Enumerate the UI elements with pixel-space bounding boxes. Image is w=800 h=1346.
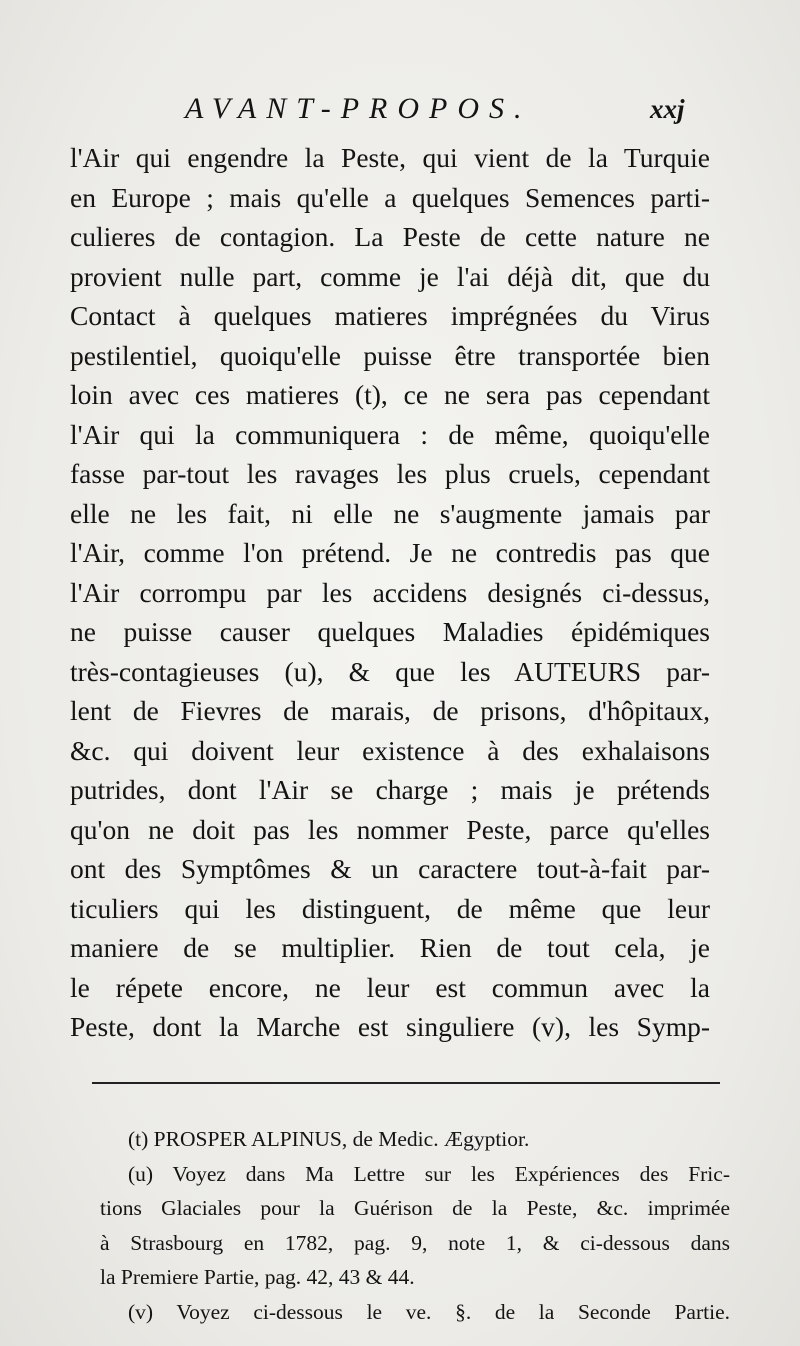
body-text [70, 138, 710, 1047]
body-line: l'Air, comme l'on prétend. Je ne contredis pas que [70, 537, 710, 568]
body-line: l'Air corrompu par les accidens designés ci-dessus, [70, 576, 710, 608]
body-line: le répete encore, ne leur est commun avec la [70, 971, 710, 1003]
body-line: Contact à quelques matieres imprégnées du Virus [70, 300, 710, 331]
body-line: culieres de contagion. La Peste de cette nature ne [70, 221, 710, 252]
footnotes [100, 1122, 730, 1329]
body-line: qu'on ne doit pas les nommer Peste, parce qu'elles [70, 813, 710, 845]
body-line: Peste, dont la Marche est singuliere (v), les Symp- [70, 1011, 710, 1042]
footnote-line: la Premiere Partie, pag. 42, 43 & 44. [100, 1265, 415, 1289]
body-line: l'Air qui engendre la Peste, qui vient de la Turquie [70, 142, 710, 173]
footnote-line: tions Glaciales pour la Guérison de la Peste, &c. imprimée [100, 1196, 730, 1220]
body-line: très-contagieuses (u), & que les AUTEURS par- [70, 655, 710, 687]
body-line: ont des Symptômes & un caractere tout-à-fait par- [70, 853, 710, 884]
body-line: ticuliers qui les distinguent, de même que leur [70, 892, 710, 924]
footnote-line: (u) Voyez dans Ma Lettre sur les Expériences des Fric- [128, 1161, 730, 1186]
footnote-divider [92, 1082, 720, 1084]
body-line: l'Air qui la communiquera : de même, quoiqu'elle [70, 418, 710, 450]
body-line: maniere de se multiplier. Rien de tout cela, je [70, 932, 710, 963]
body-line: pestilentiel, quoiqu'elle puisse être transportée bien [70, 339, 710, 371]
running-head: AVANT-PROPOS. [185, 92, 532, 125]
body-line: &c. qui doivent leur existence à des exhalaisons [70, 734, 710, 766]
footnote-line: (t) PROSPER ALPINUS, de Medic. Ægyptior. [128, 1127, 530, 1151]
footnote-line: (v) Voyez ci-dessous le ve. §. de la Seconde Partie. [128, 1299, 730, 1324]
body-line: loin avec ces matieres (t), ce ne sera pas cependant [70, 379, 710, 410]
body-line: ne puisse causer quelques Maladies épidémiques [70, 616, 710, 647]
body-line: putrides, dont l'Air se charge ; mais je prétends [70, 774, 710, 805]
body-line: lent de Fievres de marais, de prisons, d'hôpitaux, [70, 695, 710, 726]
body-line: provient nulle part, comme je l'ai déjà dit, que du [70, 260, 710, 292]
body-line: en Europe ; mais qu'elle a quelques Semences parti- [70, 181, 710, 213]
body-line: elle ne les fait, ni elle ne s'augmente jamais par [70, 497, 710, 529]
footnote-line: à Strasbourg en 1782, pag. 9, note 1, & ci-dessous dans [100, 1230, 730, 1255]
body-line: fasse par-tout les ravages les plus cruels, cependant [70, 458, 710, 489]
page-number: xxj [650, 94, 685, 124]
